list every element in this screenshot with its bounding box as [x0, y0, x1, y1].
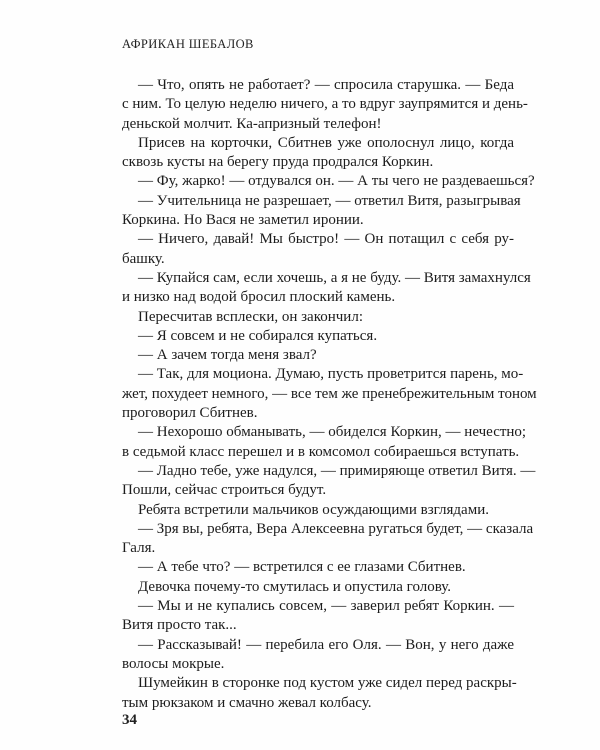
- text-line: и низко над водой бросил плоский камень.: [122, 289, 396, 306]
- text-line: тым рюкзаком и смачно жевал колбасу.: [122, 694, 372, 711]
- text-line: — Зря вы, ребята, Вера Алексеевна ругаться будет, — сказала: [138, 520, 534, 537]
- text-line: — Ничего, давай! Мы быстро! — Он потащил с себя ру-: [138, 231, 514, 248]
- text-line: Шумейкин в сторонке под кустом уже сидел перед раскры-: [138, 675, 517, 692]
- text-line: — Что, опять не работает? — спросила старушка. — Беда: [138, 77, 514, 93]
- text-line: башку.: [122, 250, 165, 267]
- text-line: — Учительница не разрешает, — ответил Витя, разыгрывая: [138, 192, 521, 209]
- text-line: Пошли, сейчас строиться будут.: [122, 482, 327, 499]
- text-line: Ребята встретили мальчиков осуждающими взглядами.: [138, 501, 489, 518]
- text-line: Пересчитав всплески, он закончил:: [138, 308, 363, 325]
- text-line: — Мы и не купались совсем, — заверил ребят Коркин. —: [138, 598, 514, 615]
- text-line: Витя просто так...: [122, 617, 237, 634]
- running-header: АФРИКАН ШЕБАЛОВ: [122, 37, 254, 51]
- text-line: сквозь кусты на берегу пруда продрался Коркин.: [122, 154, 434, 171]
- text-line: жет, похудеет немного, — все тем же пренебрежительным тоном: [122, 385, 537, 402]
- text-line: Девочка почему-то смутилась и опустила голову.: [138, 578, 452, 595]
- text-line: — А тебе что? — встретился с ее глазами Сбитнев.: [138, 559, 466, 576]
- text-line: — Рассказывай! — перебила его Оля. — Вон, у него даже: [138, 636, 514, 653]
- text-line: — Я совсем и не собирался купаться.: [138, 327, 378, 344]
- text-line: Галя.: [122, 540, 156, 557]
- text-line: — Купайся сам, если хочешь, а я не буду. — Витя замахнулся: [138, 269, 531, 286]
- body-text: [122, 76, 537, 713]
- text-line: — Так, для моциона. Думаю, пусть проветрится парень, мо-: [138, 366, 524, 383]
- text-line: в седьмой класс перешел и в комсомол собираешься вступать.: [122, 443, 520, 460]
- page-number: 34: [122, 712, 137, 728]
- text-line: Присев на корточки, Сбитнев уже ополоснул лицо, когда: [138, 134, 514, 151]
- text-line: волосы мокрые.: [122, 655, 225, 672]
- text-line: Коркина. Но Вася не заметил иронии.: [122, 212, 364, 229]
- text-line: — Ладно тебе, уже надулся, — примиряюще ответил Витя. —: [138, 462, 536, 479]
- text-line: — Фу, жарко! — отдувался он. — А ты чего не раздеваешься?: [138, 173, 535, 190]
- text-line: — А зачем тогда меня звал?: [138, 347, 317, 364]
- text-line: — Нехорошо обманывать, — обиделся Коркин, — нечестно;: [138, 424, 527, 441]
- text-line: деньской молчит. Ка-апризный телефон!: [122, 115, 382, 132]
- text-line: с ним. То целую неделю ничего, а то вдруг заупрямится и день-: [122, 96, 528, 113]
- text-line: проговорил Сбитнев.: [122, 405, 258, 422]
